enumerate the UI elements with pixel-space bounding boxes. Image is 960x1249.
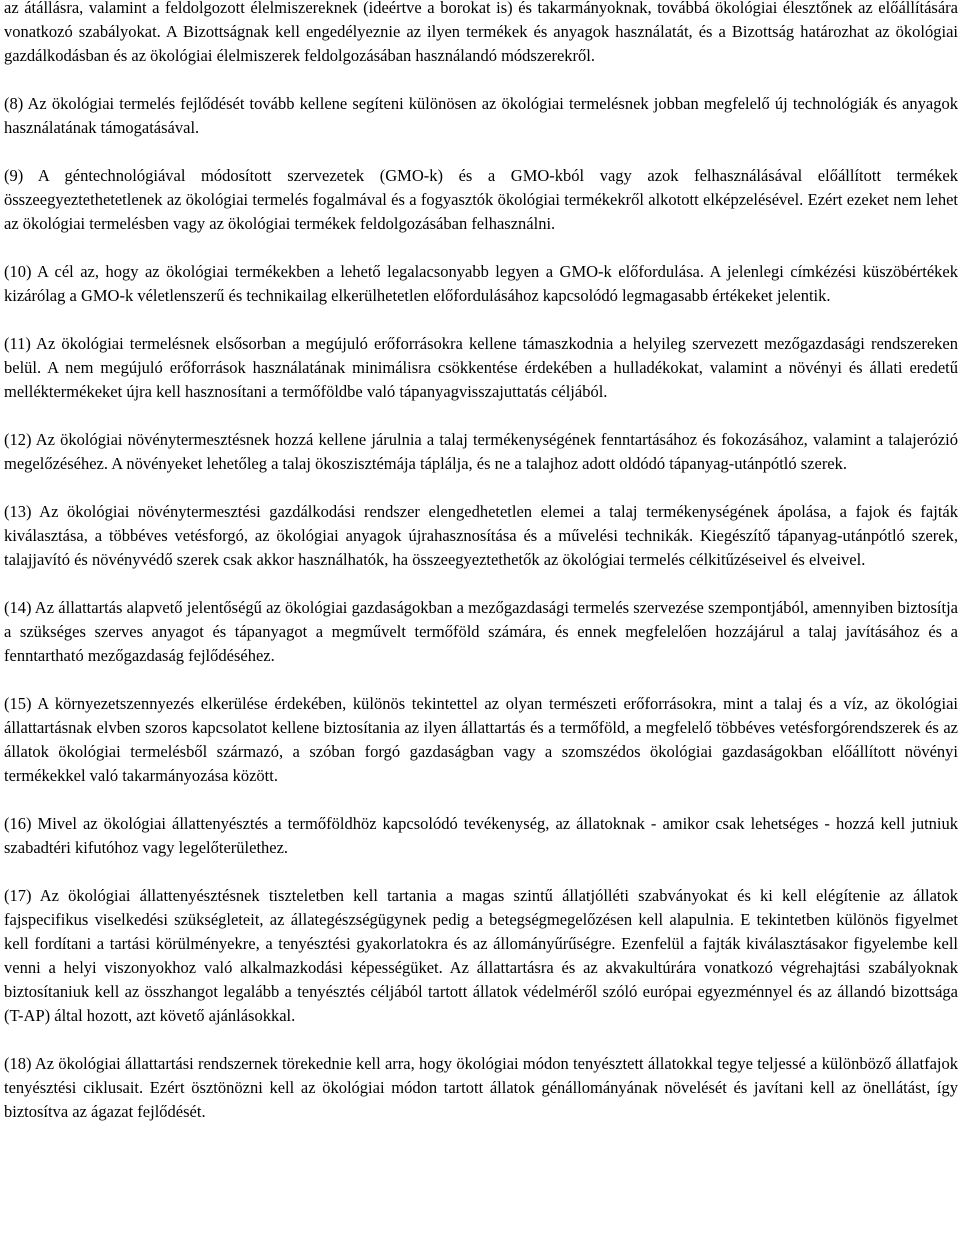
paragraph-12: (12) Az ökológiai növénytermesztésnek hozzá kellene járulnia a talaj termékenységének fenntartásához és fokozásához, valamint a talajerózió megelőzéséhez. A növényeket lehetőleg a talaj ökoszisztémája táplálja, és ne a talajhoz adott oldódó tápanyag-utánpótló szerek.: [4, 430, 958, 473]
paragraph-7-continuation: az átállásra, valamint a feldolgozott élelmiszereknek (ideértve a borokat is) és takarmányoknak, továbbá ökológiai élesztőnek az előállítására vonatkozó szabályokat. A Bizottságnak kell engedélyeznie az ilyen termékek és anyagok használatát, és a Bizottság határozhat az ökológiai gazdálkodásban és az ökológiai élelmiszerek feldolgozásában használandó módszerekről.: [4, 0, 958, 65]
paragraph-14: (14) Az állattartás alapvető jelentőségű az ökológiai gazdaságokban a mezőgazdasági termelés szervezése szempontjából, amennyiben biztosítja a szükséges szerves anyagot és tápanyagot a megművelt termőföld számára, és ennek megfelelően hozzájárul a talaj javításához és a fenntartható mezőgazdaság fejlődéséhez.: [4, 598, 958, 665]
paragraph-18: (18) Az ökológiai állattartási rendszernek törekednie kell arra, hogy ökológiai módon tenyésztett állatokkal tegye teljessé a különböző állatfajok tenyésztési ciklusait. Ezért ösztönözni kell az ökológiai módon tartott állatok génállományának növelését és javítani kell az önellátást, így biztosítva az ágazat fejlődését.: [4, 1054, 958, 1121]
paragraph-16: (16) Mivel az ökológiai állattenyésztés a termőföldhöz kapcsolódó tevékenység, az állatoknak - amikor csak lehetséges - hozzá kell jutniuk szabadtéri kifutóhoz vagy legelőterülethez.: [4, 814, 958, 857]
paragraph-11: (11) Az ökológiai termelésnek elsősorban a megújuló erőforrásokra kellene támaszkodnia a helyileg szervezett mezőgazdasági rendszereken belül. A nem megújuló erőforrások használatának minimálisra csökkentése érdekében a hulladékokat, valamint a növényi és állati eredetű melléktermékeket újra kell hasznosítani a termőföldbe való tápanyagvisszajuttatás céljából.: [4, 334, 958, 401]
paragraph-10: (10) A cél az, hogy az ökológiai termékekben a lehető legalacsonyabb legyen a GMO-k előfordulása. A jelenlegi címkézési küszöbértékek kizárólag a GMO-k véletlenszerű és technikailag elkerülhetetlen előfordulásához kapcsolódó legmagasabb értékeket jelentik.: [4, 262, 958, 305]
paragraph-17: (17) Az ökológiai állattenyésztésnek tiszteletben kell tartania a magas szintű állatjólléti szabványokat és ki kell elégítenie az állatok fajspecifikus viselkedési szükségleteit, az állategészségügynek pedig a betegségmegelőzésen kell alapulnia. E tekintetben különös figyelmet kell fordítani a tartási körülményekre, a tenyésztési gyakorlatokra és az állományűrűségre. Ezenfelül a fajták kiválasztásakor figyelembe kell venni a helyi viszonyokhoz való alkalmazkodási képességüket. Az állattartásra és az akvakultúrára vonatkozó végrehajtási szabályoknak biztosítaniuk kell az összhangot legalább a tenyésztés céljából tartott állatok védelméről szóló európai egyezménnyel és az állandó bizottsága (T-AP) által hozott, azt követő ajánlásokkal.: [4, 886, 958, 1025]
paragraph-9: (9) A géntechnológiával módosított szervezetek (GMO-k) és a GMO-kból vagy azok felhasználásával előállított termékek összeegyeztethetetlenek az ökológiai termelés fogalmával és a fogyasztók ökológiai termékekről alkotott elképzelésével. Ezért ezeket nem lehet az ökológiai termelésben vagy az ökológiai termékek feldolgozásában felhasználni.: [4, 166, 958, 233]
paragraph-15: (15) A környezetszennyezés elkerülése érdekében, különös tekintettel az olyan természeti erőforrásokra, mint a talaj és a víz, az ökológiai állattartásnak elvben szoros kapcsolatot kellene biztosítania az ilyen állattartás és a termőföld, a megfelelő többéves vetésforgórendszerek és az állatok ökológiai termelésből származó, a szóban forgó gazdaságban vagy a szomszédos ökológiai gazdaságokban előállított növényi termékekkel való takarmányozása között.: [4, 694, 958, 785]
document-page: [4, 0, 958, 1124]
paragraph-13: (13) Az ökológiai növénytermesztési gazdálkodási rendszer elengedhetetlen elemei a talaj termékenységének ápolása, a fajok és fajták kiválasztása, a többéves vetésforgó, az ökológiai anyagok újrahasznosítása és a művelési technikák. Kiegészítő tápanyag-utánpótló szerek, talajjavító és növényvédő szerek csak akkor használhatók, ha összeegyeztethetők az ökológiai termelés célkitűzéseivel és elveivel.: [4, 502, 958, 569]
paragraph-8: (8) Az ökológiai termelés fejlődését tovább kellene segíteni különösen az ökológiai termelésnek jobban megfelelő új technológiák és anyagok használatának támogatásával.: [4, 94, 958, 137]
